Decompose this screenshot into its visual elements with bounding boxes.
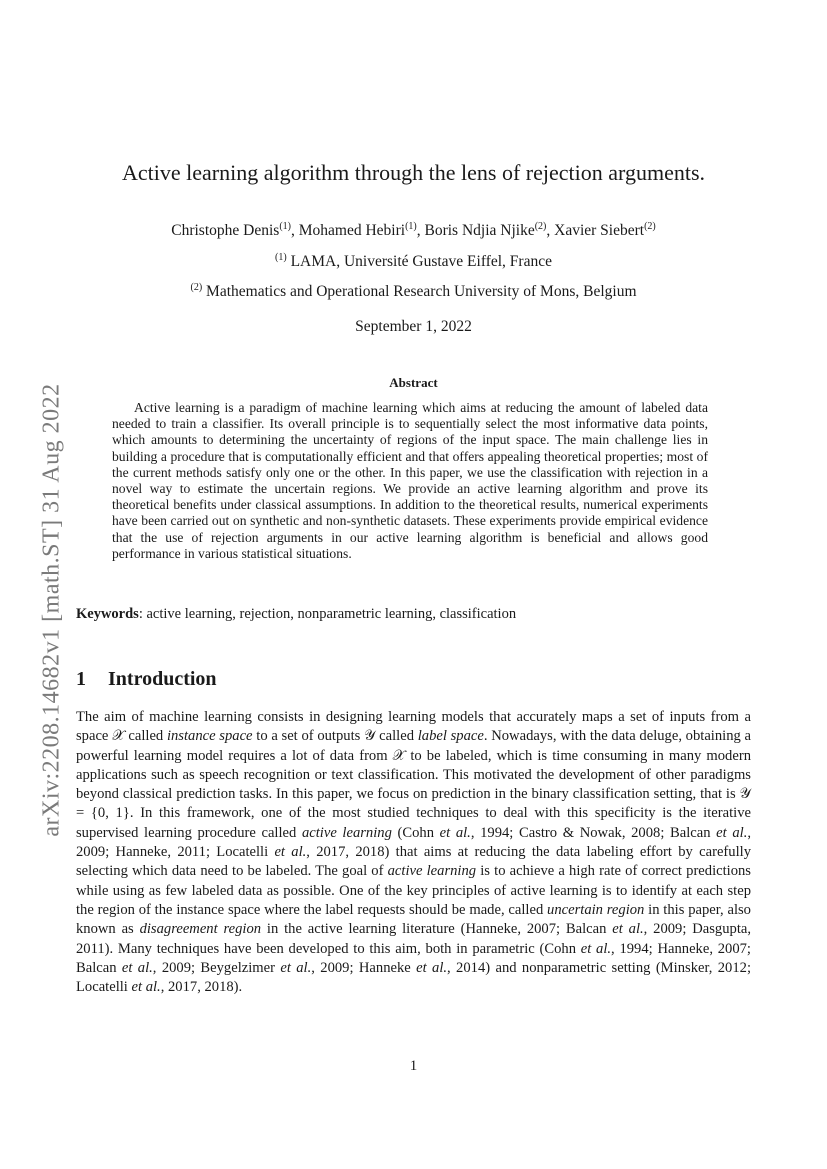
intro-emphasis: et al. xyxy=(612,921,644,938)
intro-text: , 2017, 2018). xyxy=(160,979,243,996)
intro-text: to a set of outputs 𝒴 called xyxy=(252,728,418,745)
affiliation-1 xyxy=(0,253,827,271)
page-number: 1 xyxy=(409,1058,418,1074)
intro-emphasis: et al. xyxy=(121,959,153,976)
intro-emphasis: disagreement region xyxy=(139,921,262,938)
intro-text: (Cohn xyxy=(391,824,440,841)
affiliation-2 xyxy=(0,283,827,301)
intro-text: The aim of machine learning consists in designing learning models that accurately maps a set of inputs from a space 𝒳 called xyxy=(76,709,751,745)
section-heading xyxy=(76,668,217,691)
author-name: Christophe Denis xyxy=(171,222,280,239)
author-separator: , xyxy=(416,222,425,239)
paper-title: Active learning algorithm through the lens of rejection arguments. xyxy=(121,160,706,185)
author-separator: , xyxy=(546,222,555,239)
intro-emphasis: active learning xyxy=(387,863,477,880)
section-title: Introduction xyxy=(108,668,217,690)
author-name: Mohamed Hebiri xyxy=(298,222,406,239)
intro-emphasis: active learning xyxy=(301,824,392,841)
intro-emphasis: et al. xyxy=(580,940,612,957)
intro-text: , 2009; Hanneke xyxy=(311,959,417,976)
affiliation-text: LAMA, Université Gustave Eiffel, France xyxy=(286,253,552,270)
author-affiliation-mark: (1) xyxy=(279,221,291,232)
author-name: Xavier Siebert xyxy=(554,222,645,239)
publication-date: September 1, 2022 xyxy=(355,318,472,335)
intro-text: , 2009; Beygelzimer xyxy=(152,959,281,976)
intro-emphasis: et al. xyxy=(280,959,312,976)
arxiv-identifier: arXiv:2208.14682v1 [math.ST] 31 Aug 2022 xyxy=(38,383,65,837)
keywords-text: : active learning, rejection, nonparametric learning, classification xyxy=(138,606,517,622)
intro-text: in the active learning literature (Hanneke, 2007; Balcan xyxy=(261,921,613,938)
abstract-heading: Abstract xyxy=(389,375,438,390)
affiliation-text: Mathematics and Operational Research University of Mons, Belgium xyxy=(202,283,637,300)
introduction-paragraph xyxy=(76,708,751,997)
author-list xyxy=(0,222,827,240)
intro-emphasis: et al. xyxy=(274,844,307,861)
intro-text: , 2009; Hanneke, 2011; Locatelli xyxy=(76,824,751,861)
author-affiliation-mark: (2) xyxy=(534,221,547,232)
intro-emphasis: uncertain region xyxy=(547,901,645,918)
intro-text: , 1994; Castro & Nowak, 2008; Balcan xyxy=(470,824,717,841)
intro-text: , 2014) and nonparametric setting (Minsker, 2012; Locatelli xyxy=(76,959,751,996)
intro-emphasis: instance space xyxy=(166,728,253,745)
affiliation-mark: (1) xyxy=(275,252,287,263)
affiliation-mark: (2) xyxy=(190,282,203,293)
intro-text: , 2017, 2018) that aims at reducing the data labeling effort by carefully selecting which data need to be labeled. The goal of xyxy=(76,844,751,880)
intro-emphasis: et al. xyxy=(439,824,471,841)
intro-emphasis: et al. xyxy=(131,979,161,996)
section-number: 1 xyxy=(76,668,86,690)
author-affiliation-mark: (2) xyxy=(644,221,656,232)
keywords xyxy=(76,606,752,623)
intro-emphasis: label space xyxy=(417,728,484,745)
abstract-body: Active learning is a paradigm of machine learning which aims at reducing the amount of labeled data needed to train a classifier. Its overall principle is to sequentially select the most informative data points, which amounts to determining the uncertainty of regions of the input space. The main challenge lies in building a procedure that is computationally efficient and that offers appealing theoretical properties; most of the current methods satisfy only one or the other. In this paper, we use the classification with rejection in a novel way to estimate the uncertain regions. We provide an active learning algorithm and prove its theoretical benefits under classical assumptions. In addition to the theoretical results, numerical experiments have been carried out on synthetic and non-synthetic datasets. These experiments provide empirical evidence that the use of rejection arguments in our active learning algorithm is beneficial and allows good performance in various statistical situations. xyxy=(112,400,708,561)
intro-text: is to achieve a high rate of correct predictions while using as few labeled data as possible. One of the key principles of active learning is to identify at each step the region of the instance space where the label requests should be made, called xyxy=(76,863,751,918)
intro-emphasis: et al. xyxy=(416,959,448,976)
author-separator: , xyxy=(290,222,299,239)
intro-text: . Nowadays, with the data deluge, obtaining a powerful learning model requires a lot of data from 𝒳 to be labeled, which is time consuming in many modern applications such as speech recognition or text classification. This motivated the development of other paradigms beyond classical prediction tasks. In this paper, we focus on prediction in the binary classification setting, that is 𝒴 = {0, 1}. In this framework, one of the most studied techniques to deal with this specificity is the iterative supervised learning procedure called xyxy=(76,728,752,841)
intro-text: , 1994; Hanneke, 2007; Balcan xyxy=(76,940,751,976)
intro-emphasis: et al. xyxy=(716,824,748,841)
intro-text: , 2009; Dasgupta, 2011). Many techniques have been developed to this aim, both in parametric (Cohn xyxy=(76,921,751,957)
intro-text: in this paper, also known as xyxy=(76,901,751,938)
keywords-label: Keywords xyxy=(76,606,139,622)
author-affiliation-mark: (1) xyxy=(405,221,417,232)
author-name: Boris Ndjia Njike xyxy=(424,222,535,239)
